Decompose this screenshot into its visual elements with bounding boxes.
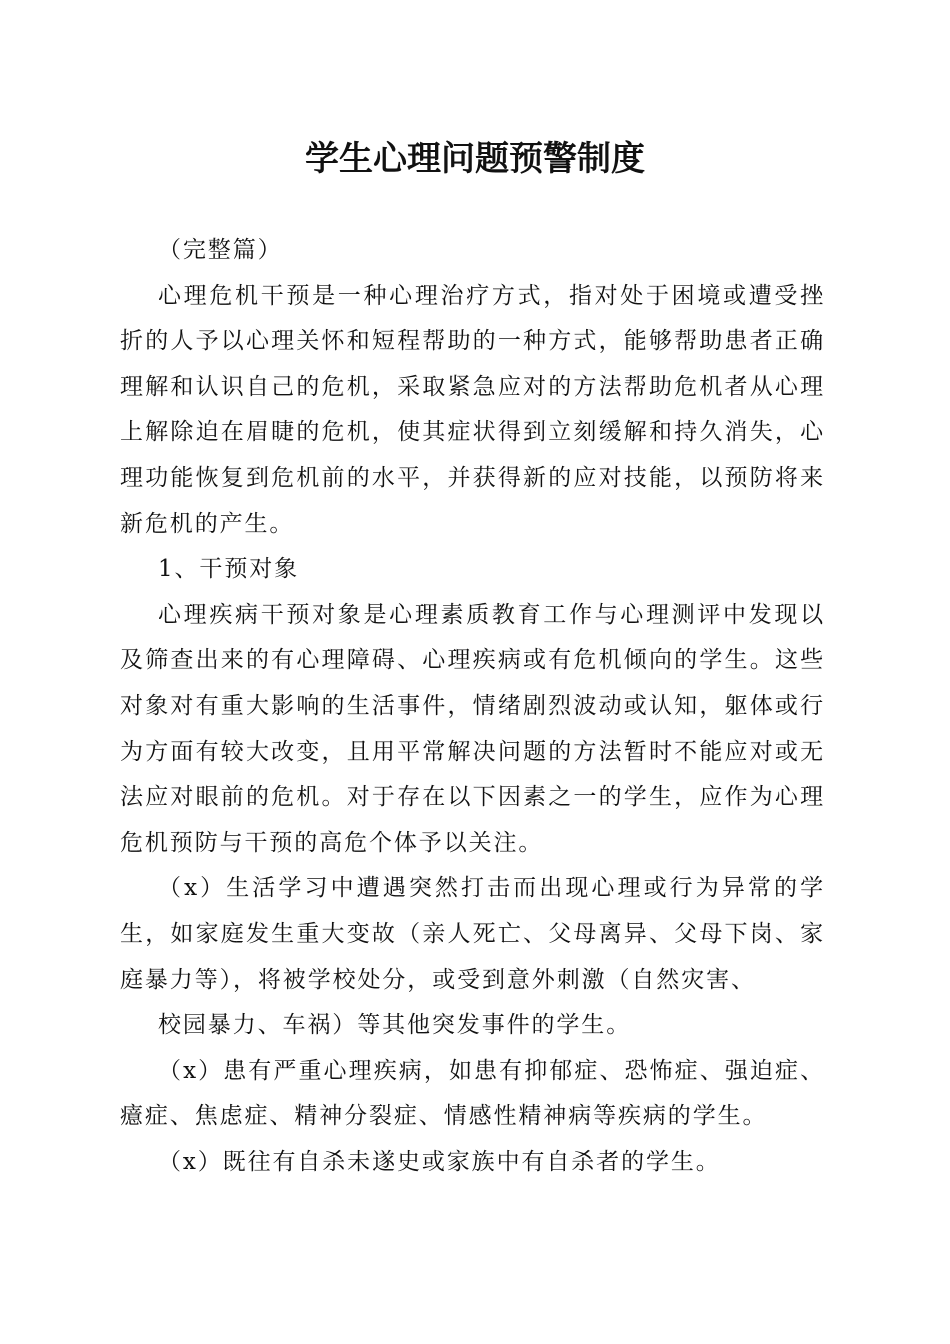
- list-item-sudden-events: （x）生活学习中遭遇突然打击而出现心理或行为异常的学生，如家庭发生重大变故（亲人死亡、父母离异、父母下岗、家庭暴力等），将被学校处分，或受到意外刺激（自然灾害、: [120, 875, 825, 993]
- list-item-sudden-events-continued: 校园暴力、车祸）等其他突发事件的学生。: [158, 1012, 632, 1039]
- list-item-mental-illness: （x）患有严重心理疾病，如患有抑郁症、恐怖症、强迫症、癔症、焦虑症、精神分裂症、情感性精神病等疾病的学生。: [120, 1057, 825, 1130]
- subtitle: （完整篇）: [158, 237, 283, 263]
- intro-paragraph: 心理危机干预是一种心理治疗方式，指对处于困境或遭受挫折的人予以心理关怀和短程帮助的一种方式，能够帮助患者正确理解和认识自己的危机，采取紧急应对的方法帮助危机者从心理上解除迫在眉睫的危机，使其症状得到立刻缓解和持久消失，心理功能恢复到危机前的水平，并获得新的应对技能，以预防将来新危机的产生。: [120, 282, 825, 537]
- section-heading-target: 1、干预对象: [158, 556, 300, 583]
- section-body-target: 心理疾病干预对象是心理素质教育工作与心理测评中发现以及筛查出来的有心理障碍、心理疾病或有危机倾向的学生。这些对象对有重大影响的生活事件，情绪剧烈波动或认知，躯体或行为方面有较大改变，且用平常解决问题的方法暂时不能应对或无法应对眼前的危机。对于存在以下因素之一的学生，应作为心理危机预防与干预的高危个体予以关注。: [120, 601, 825, 856]
- document-title: 学生心理问题预警制度: [305, 139, 645, 179]
- list-item-suicide-history: （x）既往有自杀未遂史或家族中有自杀者的学生。: [158, 1148, 721, 1175]
- document-body: [120, 228, 825, 1185]
